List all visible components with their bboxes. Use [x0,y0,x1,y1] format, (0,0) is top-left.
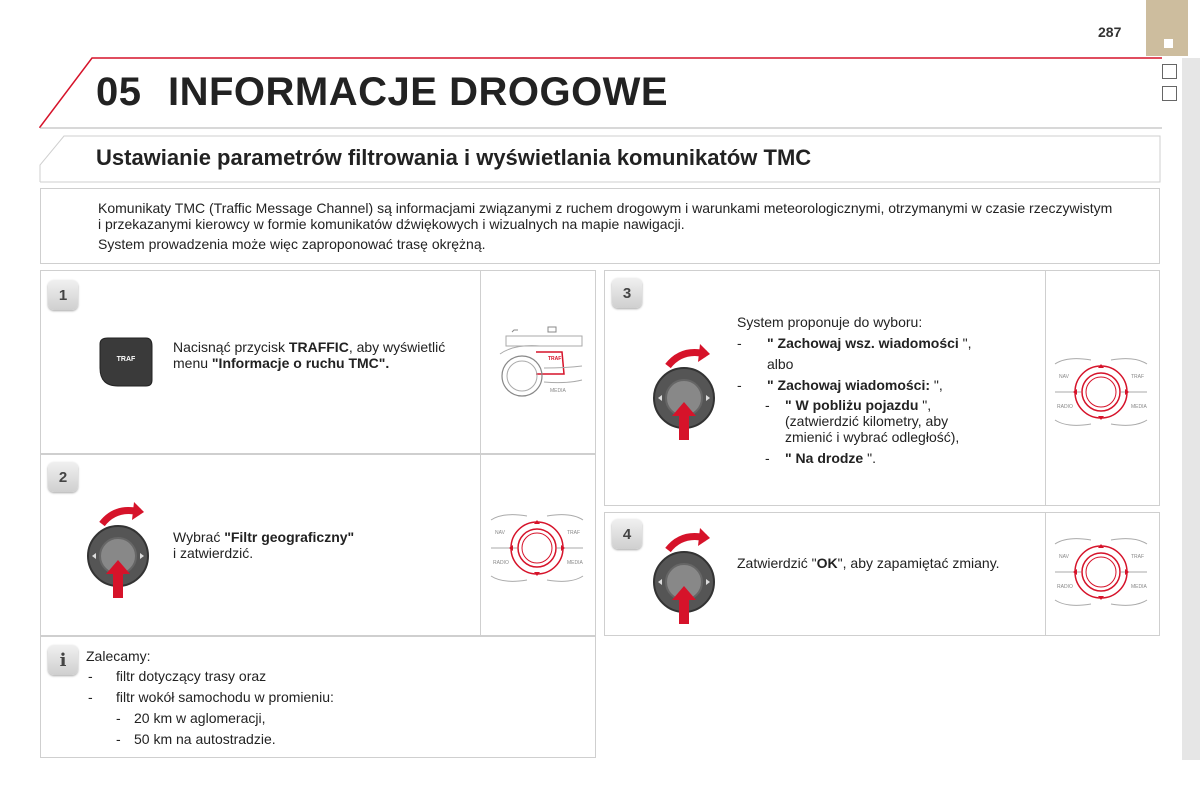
info-icon: i [48,645,78,675]
svg-text:TRAF: TRAF [567,530,581,536]
chapter-title: INFORMACJE DROGOWE [168,70,669,114]
step-2-dial-panel [487,508,587,588]
svg-text:NAV: NAV [495,530,505,536]
svg-text:RADIO: RADIO [1057,584,1073,590]
svg-text:RADIO: RADIO [1057,404,1073,410]
step-1-text: Nacisnąć przycisk TRAFFIC, aby wyświetlić menu "Informacje o ruchu TMC". [173,339,446,371]
step-3-intro: System proponuje do wyboru: [737,314,923,330]
step-2-rotary-knob-icon [82,498,162,602]
traffic-button-label: TRAF [116,356,136,363]
step-3-option-1: - " Zachowaj wsz. wiadomości ", [737,335,972,351]
tip-subitem-1: - 20 km w aglomeracji, [116,710,266,726]
step-2-text: Wybrać "Filtr geograficzny" i zatwierdzić. [173,529,355,561]
step-3-badge: 3 [612,278,642,308]
step-3-suboption-1-line-3: zmienić i wybrać odległość), [785,429,960,445]
intro-paragraph-1: Komunikaty TMC (Traffic Message Channel) są informacjami związanymi z ruchem drogowym i warunkami meteorologicznymi, otrzymanymi w czasie rzeczywistym i przekazanymi kierowcy w formie komunikatów dźwiękowych i wizualnych na mapie nawigacji. [98,200,1113,232]
tip-title: Zalecamy: [86,648,151,664]
svg-text:TRAF: TRAF [1131,374,1145,380]
svg-text:TRAF: TRAF [548,356,562,362]
step-4-divider [1045,512,1046,636]
step-3-suboption-2: - " Na drodze ". [765,450,876,466]
step-1-divider [480,270,481,454]
svg-text:TRAF: TRAF [1131,554,1145,560]
svg-text:NAV: NAV [1059,554,1069,560]
step-3-option-2: - " Zachowaj wiadomości: ", [737,377,943,393]
traffic-button-icon [96,336,156,388]
step-3-albo: albo [767,356,794,372]
step-4-badge: 4 [612,519,642,549]
step-4-text: Zatwierdzić "OK", aby zapamiętać zmiany. [737,555,1000,571]
svg-text:RADIO: RADIO [493,560,509,566]
tip-item-2: - filtr wokół samochodu w promieniu: [88,689,334,705]
svg-text:NAV: NAV [1059,374,1069,380]
intro-paragraph-2: System prowadzenia może więc zaproponować trasę okrężną. [98,236,486,252]
step-1-panel-illustration [496,322,588,404]
step-3-divider [1045,270,1046,506]
step-4-rotary-knob-icon [648,524,728,628]
svg-text:MEDIA: MEDIA [567,560,583,566]
chapter-number: 05 [96,70,142,114]
intro-text [98,200,1118,252]
step-2-divider [480,454,481,636]
step-1-badge: 1 [48,280,78,310]
step-3-suboption-1-line-2: (zatwierdzić kilometry, aby [785,413,949,429]
tip-subitem-2: - 50 km na autostradzie. [116,731,276,747]
svg-text:MEDIA: MEDIA [1131,404,1147,410]
page-number: 287 [1098,24,1122,40]
svg-text:MEDIA: MEDIA [550,388,566,394]
step-3-dial-panel [1051,352,1151,432]
step-3-rotary-knob-icon [648,340,728,444]
svg-text:MEDIA: MEDIA [1131,584,1147,590]
step-4-dial-panel [1051,532,1151,612]
step-2-badge: 2 [48,462,78,492]
step-3-suboption-1: - " W pobliżu pojazdu ", [765,397,932,413]
tip-item-1: - filtr dotyczący trasy oraz [88,668,267,684]
section-title: Ustawianie parametrów filtrowania i wyświetlania komunikatów TMC [96,145,812,170]
